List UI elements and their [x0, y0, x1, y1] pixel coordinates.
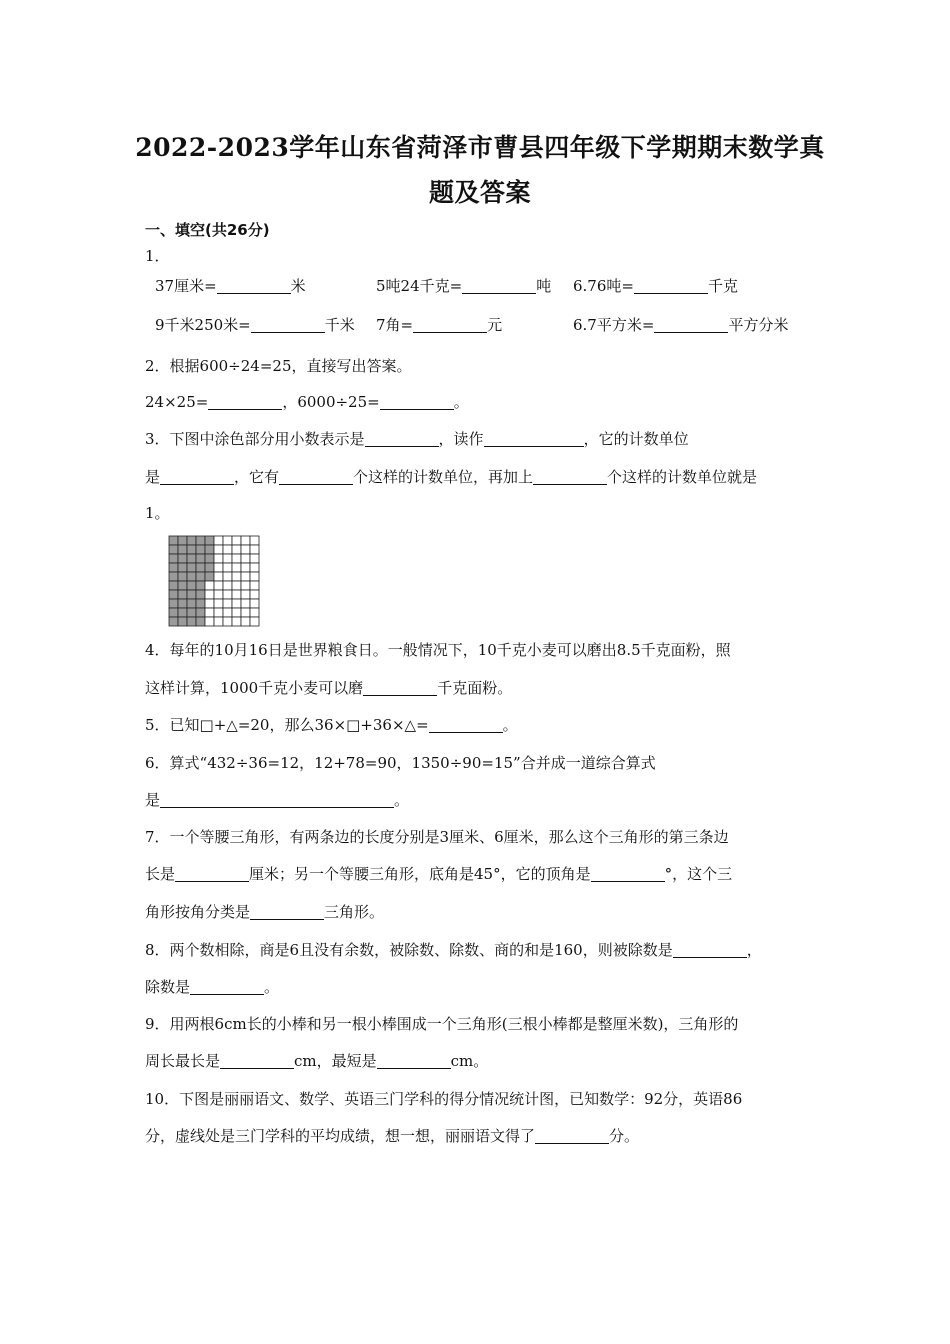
q10-line-2: 分，虚线处是三门学科的平均成绩，想一想，丽丽语文得了 分。	[145, 1127, 640, 1145]
grid-cell	[223, 599, 232, 608]
q1-item-5	[376, 315, 502, 335]
answer-blank[interactable]	[208, 393, 282, 410]
grid-cell	[250, 590, 259, 599]
grid-cell-shaded	[187, 536, 196, 545]
grid-cell-shaded	[178, 563, 187, 572]
grid-cell	[214, 590, 223, 599]
grid-cell	[214, 581, 223, 590]
grid-cell	[241, 581, 250, 590]
q3-line-2: 是 ，它有 个这样的计数单位，再加上 个这样的计数单位就是	[145, 468, 758, 486]
answer-blank[interactable]	[377, 1052, 451, 1069]
grid-cell-shaded	[169, 554, 178, 563]
grid-cell	[214, 545, 223, 554]
grid-cell	[241, 608, 250, 617]
q1-item-4	[155, 315, 355, 335]
q3-line-1: 3．下图中涂色部分用小数表示是 ，读作 ，它的计数单位	[145, 430, 689, 448]
grid-cell-shaded	[169, 608, 178, 617]
grid-cell-shaded	[178, 617, 187, 626]
grid-cell	[223, 545, 232, 554]
grid-cell	[214, 536, 223, 545]
grid-cell	[223, 536, 232, 545]
q2-answers: 24×25= ，6000÷25= 。	[145, 393, 469, 411]
q1-item-2-unit: 吨	[536, 277, 552, 295]
grid-cell-shaded	[196, 572, 205, 581]
grid-cell-shaded	[196, 563, 205, 572]
grid-cell-shaded	[196, 608, 205, 617]
grid-cell-shaded	[178, 572, 187, 581]
q1-item-2-text: 5吨24千克=	[376, 277, 463, 295]
grid-cell-shaded	[187, 581, 196, 590]
grid-cell	[232, 545, 241, 554]
grid-cell-shaded	[169, 536, 178, 545]
grid-cell	[250, 608, 259, 617]
answer-blank[interactable]	[160, 468, 234, 485]
answer-blank[interactable]	[251, 316, 325, 333]
q1-item-3-text: 6.76吨=	[573, 277, 634, 295]
grid-cell	[214, 608, 223, 617]
grid-cell-shaded	[187, 563, 196, 572]
grid-cell-shaded	[178, 554, 187, 563]
answer-blank[interactable]	[462, 277, 536, 294]
q1-item-6	[573, 315, 788, 335]
grid-cell	[250, 545, 259, 554]
answer-blank[interactable]	[160, 791, 394, 808]
grid-cell-shaded	[205, 554, 214, 563]
grid-cell	[232, 581, 241, 590]
q1-item-1-text: 37厘米=	[155, 277, 217, 295]
grid-cell-shaded	[178, 599, 187, 608]
answer-blank[interactable]	[250, 903, 324, 920]
grid-cell	[223, 581, 232, 590]
answer-blank[interactable]	[535, 1127, 609, 1144]
q4-line-1: 4．每年的10月16日是世界粮食日。一般情况下，10千克小麦可以磨出8.5千克面粉，照	[145, 641, 731, 659]
q1-item-3-unit: 千克	[707, 277, 738, 295]
q4-line-2: 这样计算，1000千克小麦可以磨 千克面粉。	[145, 679, 513, 697]
grid-cell	[232, 554, 241, 563]
answer-blank[interactable]	[591, 865, 665, 882]
grid-cell	[241, 554, 250, 563]
grid-cell-shaded	[169, 581, 178, 590]
q1-item-5-text: 7角=	[376, 316, 414, 334]
grid-cell-shaded	[205, 545, 214, 554]
grid-cell	[241, 563, 250, 572]
grid-cell	[214, 563, 223, 572]
grid-cell	[214, 554, 223, 563]
q2-text: 2．根据600÷24=25，直接写出答案。	[145, 357, 412, 375]
grid-cell	[223, 608, 232, 617]
grid-cell	[223, 554, 232, 563]
grid-cell-shaded	[169, 590, 178, 599]
answer-blank[interactable]	[175, 865, 249, 882]
answer-blank[interactable]	[634, 277, 708, 294]
q1-item-2	[376, 276, 551, 296]
q7-line-1: 7．一个等腰三角形，有两条边的长度分别是3厘米、6厘米，那么这个三角形的第三条边	[145, 828, 729, 846]
grid-cell-shaded	[187, 608, 196, 617]
q7-line-3: 角形按角分类是 三角形。	[145, 903, 385, 921]
q1-item-1	[155, 276, 306, 296]
grid-cell-shaded	[196, 617, 205, 626]
grid-cell-shaded	[187, 572, 196, 581]
grid-cell	[241, 590, 250, 599]
grid-cell	[232, 599, 241, 608]
grid-cell	[205, 581, 214, 590]
q3-line-3: 1。	[145, 504, 170, 522]
q8-line-2: 除数是 。	[145, 978, 280, 996]
answer-blank[interactable]	[363, 679, 437, 696]
grid-cell	[223, 572, 232, 581]
grid-cell-shaded	[205, 563, 214, 572]
grid-cell-shaded	[178, 590, 187, 599]
grid-cell	[214, 599, 223, 608]
grid-cell-shaded	[196, 545, 205, 554]
hundred-grid-figure	[168, 535, 262, 627]
grid-cell-shaded	[187, 545, 196, 554]
answer-blank[interactable]	[380, 393, 454, 410]
grid-cell-shaded	[196, 581, 205, 590]
grid-cell-shaded	[169, 563, 178, 572]
grid-cell	[205, 608, 214, 617]
grid-cell	[214, 572, 223, 581]
grid-cell-shaded	[187, 617, 196, 626]
q1-item-1-unit: 米	[290, 277, 306, 295]
answer-blank[interactable]	[413, 316, 487, 333]
grid-cell	[241, 572, 250, 581]
answer-blank[interactable]	[190, 978, 264, 995]
answer-blank[interactable]	[217, 277, 291, 294]
q1-number: 1．	[145, 247, 170, 265]
grid-cell	[250, 599, 259, 608]
q1-item-3	[573, 276, 738, 296]
q1-item-6-text: 6.7平方米=	[573, 316, 655, 334]
q1-item-6-unit: 平方分米	[728, 316, 789, 334]
grid-cell	[205, 590, 214, 599]
q8-line-1: 8．两个数相除，商是6且没有余数，被除数、除数、商的和是160，则被除数是 ，	[145, 941, 762, 959]
grid-cell	[241, 617, 250, 626]
q1-item-5-unit: 元	[487, 316, 503, 334]
grid-cell-shaded	[205, 536, 214, 545]
grid-cell-shaded	[187, 599, 196, 608]
answer-blank[interactable]	[484, 430, 584, 447]
answer-blank[interactable]	[673, 941, 747, 958]
grid-cell	[250, 617, 259, 626]
grid-cell-shaded	[178, 608, 187, 617]
grid-cell-shaded	[196, 554, 205, 563]
grid-cell-shaded	[205, 572, 214, 581]
answer-blank[interactable]	[365, 430, 439, 447]
document-title-line-1: 2022-2023学年山东省菏泽市曹县四年级下学期期末数学真	[135, 133, 825, 162]
grid-cell	[250, 572, 259, 581]
grid-cell	[232, 536, 241, 545]
grid-cell-shaded	[178, 581, 187, 590]
grid-cell	[250, 536, 259, 545]
grid-cell-shaded	[169, 599, 178, 608]
grid-cell-shaded	[187, 590, 196, 599]
q10-line-1: 10．下图是丽丽语文、数学、英语三门学科的得分情况统计图，已知数学：92分，英语86	[145, 1090, 743, 1108]
grid-cell	[205, 599, 214, 608]
q9-line-2: 周长最长是 cm，最短是 cm。	[145, 1052, 489, 1070]
document-title-line-2: 题及答案	[428, 178, 531, 207]
section-heading: 一、填空(共26分)	[145, 221, 270, 239]
grid-cell-shaded	[169, 617, 178, 626]
answer-blank[interactable]	[279, 468, 353, 485]
grid-cell	[205, 617, 214, 626]
grid-cell	[232, 563, 241, 572]
q1-item-4-text: 9千米250米=	[155, 316, 251, 334]
grid-cell	[250, 554, 259, 563]
grid-cell	[241, 545, 250, 554]
grid-cell	[232, 608, 241, 617]
grid-cell-shaded	[196, 590, 205, 599]
grid-cell-shaded	[178, 545, 187, 554]
answer-blank[interactable]	[220, 1052, 294, 1069]
grid-cell	[250, 581, 259, 590]
grid-cell-shaded	[187, 554, 196, 563]
grid-cell	[223, 617, 232, 626]
grid-cell	[241, 536, 250, 545]
q6-line-2: 是 。	[145, 791, 410, 809]
grid-cell	[214, 617, 223, 626]
q9-line-1: 9．用两根6cm长的小棒和另一根小棒围成一个三角形(三根小棒都是整厘米数)，三角形的	[145, 1015, 739, 1033]
grid-cell	[232, 590, 241, 599]
grid-cell	[223, 590, 232, 599]
grid-cell-shaded	[196, 536, 205, 545]
q1-item-4-unit: 千米	[324, 316, 355, 334]
grid-cell-shaded	[178, 536, 187, 545]
answer-blank[interactable]	[429, 716, 503, 733]
grid-cell	[232, 617, 241, 626]
grid-cell-shaded	[169, 545, 178, 554]
answer-blank[interactable]	[654, 316, 728, 333]
answer-blank[interactable]	[533, 468, 607, 485]
q7-line-2: 长是 厘米；另一个等腰三角形，底角是45°，它的顶角是 °，这个三	[145, 865, 733, 883]
grid-cell	[232, 572, 241, 581]
grid-cell-shaded	[169, 572, 178, 581]
grid-cell	[250, 563, 259, 572]
q5-line: 5．已知□+△=20，那么36×□+36×△= 。	[145, 716, 518, 734]
grid-cell	[241, 599, 250, 608]
grid-cell-shaded	[196, 599, 205, 608]
grid-cell	[223, 563, 232, 572]
q6-line-1: 6．算式“432÷36=12，12+78=90，1350÷90=15”合并成一道综合算式	[145, 754, 656, 772]
